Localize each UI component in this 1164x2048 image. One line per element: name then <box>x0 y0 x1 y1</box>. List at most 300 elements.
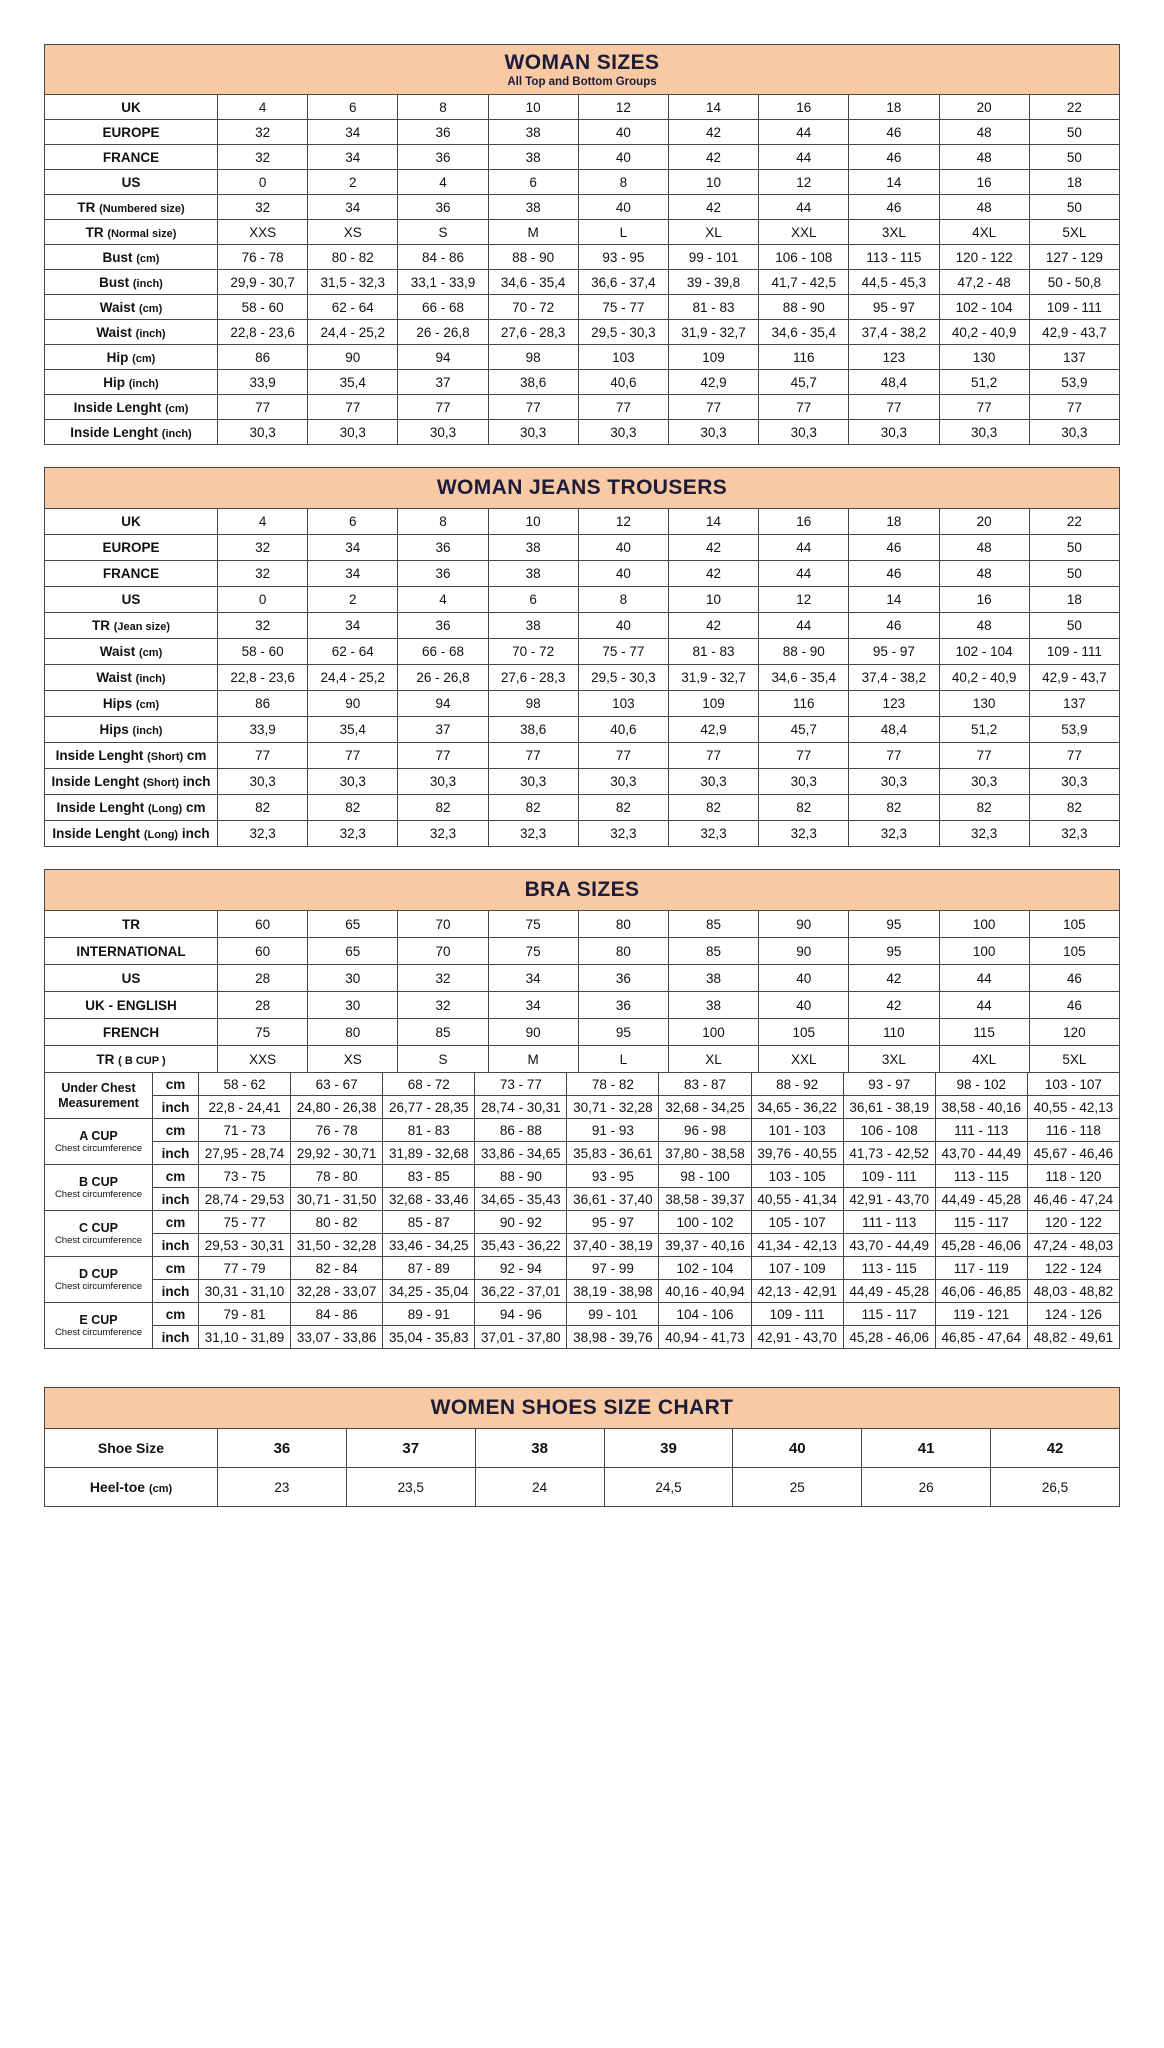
row-label: Inside Lenght (Short) inch <box>45 769 218 795</box>
cell-value: 103 - 107 <box>1027 1073 1119 1096</box>
cell-value: 40,6 <box>578 370 668 395</box>
cell-value: 48 <box>939 120 1029 145</box>
cell-value: 77 <box>398 743 488 769</box>
cell-value: 32,3 <box>1029 821 1119 847</box>
cell-value: 30,3 <box>398 769 488 795</box>
table-row <box>45 821 1120 847</box>
cell-value: 58 - 62 <box>199 1073 291 1096</box>
cell-value: 86 - 88 <box>475 1119 567 1142</box>
row-label: Inside Lenght (Short) cm <box>45 743 218 769</box>
cell-value: 38 <box>488 561 578 587</box>
cell-value: 45,28 - 46,06 <box>843 1326 935 1349</box>
cell-value: 50 - 50,8 <box>1029 270 1119 295</box>
cell-value: 33,46 - 34,25 <box>383 1234 475 1257</box>
cell-value: 82 <box>849 795 939 821</box>
cell-value: 77 <box>578 395 668 420</box>
row-label: INTERNATIONAL <box>45 938 218 965</box>
cell-value: 51,2 <box>939 370 1029 395</box>
cell-value: 48,82 - 49,61 <box>1027 1326 1119 1349</box>
cell-value: 32 <box>218 535 308 561</box>
cell-value: 2 <box>308 587 398 613</box>
cell-value: 29,5 - 30,3 <box>578 320 668 345</box>
cell-value: 48 <box>939 145 1029 170</box>
cell-value: S <box>398 220 488 245</box>
cell-value: 92 - 94 <box>475 1257 567 1280</box>
cell-value: 70 - 72 <box>488 639 578 665</box>
cell-value: 85 <box>668 938 758 965</box>
cell-value: 90 <box>759 938 849 965</box>
cell-value: 85 <box>668 911 758 938</box>
cell-value: 30,3 <box>308 420 398 445</box>
cell-value: 42,9 - 43,7 <box>1029 665 1119 691</box>
cell-value: 98 <box>488 345 578 370</box>
cell-value: 117 - 119 <box>935 1257 1027 1280</box>
cell-value: 14 <box>668 95 758 120</box>
row-label: TR (Jean size) <box>45 613 218 639</box>
cell-value: 77 <box>308 395 398 420</box>
cell-value: 43,70 - 44,49 <box>843 1234 935 1257</box>
cell-value: 40,55 - 41,34 <box>751 1188 843 1211</box>
cell-value: 32 <box>218 145 308 170</box>
cell-value: 88 - 90 <box>759 295 849 320</box>
cell-value: 27,6 - 28,3 <box>488 665 578 691</box>
cell-value: 22 <box>1029 509 1119 535</box>
cell-value: 70 <box>398 911 488 938</box>
cell-value: 6 <box>308 95 398 120</box>
cell-value: 34,6 - 35,4 <box>488 270 578 295</box>
table-row <box>45 665 1120 691</box>
cell-value: 111 - 113 <box>935 1119 1027 1142</box>
cell-value: 30,3 <box>308 769 398 795</box>
cell-value: 109 - 111 <box>1029 295 1119 320</box>
bra-sizes-rows <box>45 911 1120 1073</box>
cell-value: 33,07 - 33,86 <box>291 1326 383 1349</box>
cell-value: 77 <box>939 743 1029 769</box>
cell-value: 50 <box>1029 145 1119 170</box>
cell-value: 4 <box>398 587 488 613</box>
row-label: Heel-toe (cm) <box>45 1468 218 1507</box>
cell-value: 10 <box>488 509 578 535</box>
cell-value: 110 <box>849 1019 939 1046</box>
cell-value: 73 - 75 <box>199 1165 291 1188</box>
cell-value: 51,2 <box>939 717 1029 743</box>
cell-value: 41,34 - 42,13 <box>751 1234 843 1257</box>
cell-value: 48 <box>939 561 1029 587</box>
cell-value: 38,6 <box>488 717 578 743</box>
table-row <box>45 295 1120 320</box>
cell-value: 90 <box>488 1019 578 1046</box>
cell-value: 30 <box>308 965 398 992</box>
cell-value: 109 - 111 <box>1029 639 1119 665</box>
cell-value: 22,8 - 23,6 <box>218 320 308 345</box>
cell-value: 42 <box>668 145 758 170</box>
cell-value: 46 <box>849 195 939 220</box>
cell-value: 34,65 - 35,43 <box>475 1188 567 1211</box>
cell-value: 10 <box>668 170 758 195</box>
cell-value: 32,3 <box>759 821 849 847</box>
cell-value: 44 <box>759 613 849 639</box>
cell-value: 100 <box>939 938 1029 965</box>
cell-value: 12 <box>578 509 668 535</box>
cell-value: 137 <box>1029 691 1119 717</box>
cup-label: A CUP Chest circumference <box>45 1119 153 1165</box>
cell-value: 130 <box>939 345 1029 370</box>
cell-value: 32 <box>218 561 308 587</box>
cell-value: 40 <box>578 145 668 170</box>
cup-row <box>45 1119 1120 1142</box>
row-label: EUROPE <box>45 120 218 145</box>
shoes-section <box>44 1387 1120 1507</box>
cell-value: 36,22 - 37,01 <box>475 1280 567 1303</box>
cell-value: 39,37 - 40,16 <box>659 1234 751 1257</box>
cell-value: 42,13 - 42,91 <box>751 1280 843 1303</box>
row-label: UK - ENGLISH <box>45 992 218 1019</box>
cell-value: 40 <box>578 195 668 220</box>
cell-value: 93 - 97 <box>843 1073 935 1096</box>
bra-cups-grid <box>44 1072 1120 1349</box>
cell-value: 8 <box>398 509 488 535</box>
table-row <box>45 395 1120 420</box>
cell-value: 77 <box>308 743 398 769</box>
unit-label: inch <box>153 1188 199 1211</box>
row-label: Shoe Size <box>45 1429 218 1468</box>
cell-value: 42 <box>991 1429 1120 1468</box>
cell-value: 91 - 93 <box>567 1119 659 1142</box>
cell-value: 109 - 111 <box>843 1165 935 1188</box>
cell-value: 76 - 78 <box>291 1119 383 1142</box>
table-row <box>45 795 1120 821</box>
row-label: US <box>45 170 218 195</box>
cell-value: 5XL <box>1029 220 1119 245</box>
cell-value: 4 <box>398 170 488 195</box>
cell-value: 77 <box>849 743 939 769</box>
cell-value: 38 <box>488 535 578 561</box>
cell-value: 90 <box>308 345 398 370</box>
cell-value: 115 <box>939 1019 1029 1046</box>
cell-value: 42,9 <box>668 370 758 395</box>
cell-value: 78 - 80 <box>291 1165 383 1188</box>
cell-value: 94 <box>398 345 488 370</box>
cell-value: XS <box>308 1046 398 1073</box>
cell-value: 75 <box>488 911 578 938</box>
cell-value: 8 <box>398 95 488 120</box>
cell-value: 76 - 78 <box>218 245 308 270</box>
cell-value: 106 - 108 <box>759 245 849 270</box>
cell-value: 75 <box>488 938 578 965</box>
cell-value: 105 <box>1029 911 1119 938</box>
cell-value: 36 <box>398 535 488 561</box>
cell-value: 47,2 - 48 <box>939 270 1029 295</box>
cell-value: 95 <box>578 1019 668 1046</box>
shoes-rows <box>45 1429 1120 1507</box>
cell-value: 39 - 39,8 <box>668 270 758 295</box>
cell-value: 40 <box>759 965 849 992</box>
cell-value: 98 - 100 <box>659 1165 751 1188</box>
cell-value: 63 - 67 <box>291 1073 383 1096</box>
cell-value: 40,6 <box>578 717 668 743</box>
bra-sizes-section <box>44 869 1120 1349</box>
cell-value: 30,3 <box>218 420 308 445</box>
table-row <box>45 743 1120 769</box>
cell-value: 16 <box>759 509 849 535</box>
cell-value: 38 <box>475 1429 604 1468</box>
cell-value: 14 <box>668 509 758 535</box>
table-row <box>45 420 1120 445</box>
cell-value: 35,4 <box>308 717 398 743</box>
cell-value: 38,58 - 40,16 <box>935 1096 1027 1119</box>
cell-value: 85 - 87 <box>383 1211 475 1234</box>
row-label: EUROPE <box>45 535 218 561</box>
cell-value: 37,4 - 38,2 <box>849 665 939 691</box>
row-label: UK <box>45 509 218 535</box>
cell-value: 77 <box>939 395 1029 420</box>
cell-value: 30,3 <box>759 769 849 795</box>
cell-value: 41,73 - 42,52 <box>843 1142 935 1165</box>
cell-value: 34,25 - 35,04 <box>383 1280 475 1303</box>
cell-value: 3XL <box>849 1046 939 1073</box>
cell-value: 50 <box>1029 195 1119 220</box>
cell-value: 32 <box>218 613 308 639</box>
cell-value: 34 <box>308 535 398 561</box>
cell-value: 130 <box>939 691 1029 717</box>
cell-value: 82 <box>488 795 578 821</box>
cell-value: 31,10 - 31,89 <box>199 1326 291 1349</box>
row-label: Inside Lenght (Long) inch <box>45 821 218 847</box>
cell-value: 116 <box>759 345 849 370</box>
cell-value: 12 <box>759 170 849 195</box>
cell-value: 30,3 <box>668 769 758 795</box>
cell-value: XXL <box>759 1046 849 1073</box>
cell-value: 4XL <box>939 1046 1029 1073</box>
table-row <box>45 270 1120 295</box>
cell-value: 24,4 - 25,2 <box>308 320 398 345</box>
cell-value: 82 <box>1029 795 1119 821</box>
cell-value: 81 - 83 <box>668 639 758 665</box>
cell-value: 48,4 <box>849 717 939 743</box>
cell-value: 44 <box>759 120 849 145</box>
cell-value: 109 <box>668 345 758 370</box>
cell-value: 43,70 - 44,49 <box>935 1142 1027 1165</box>
woman-jeans-section <box>44 467 1120 847</box>
table-row <box>45 320 1120 345</box>
woman-sizes-title: WOMAN SIZES <box>504 51 660 74</box>
cell-value: 36,61 - 37,40 <box>567 1188 659 1211</box>
table-row <box>45 911 1120 938</box>
cell-value: 35,4 <box>308 370 398 395</box>
cell-value: 33,1 - 33,9 <box>398 270 488 295</box>
cell-value: 23 <box>218 1468 347 1507</box>
woman-jeans-rows <box>45 509 1120 847</box>
cell-value: 36 <box>398 145 488 170</box>
cell-value: 27,6 - 28,3 <box>488 320 578 345</box>
cell-value: 77 - 79 <box>199 1257 291 1280</box>
cell-value: 24,5 <box>604 1468 733 1507</box>
cell-value: 48 <box>939 535 1029 561</box>
cell-value: XS <box>308 220 398 245</box>
cell-value: 30,3 <box>939 769 1029 795</box>
unit-label: cm <box>153 1165 199 1188</box>
cell-value: 118 - 120 <box>1027 1165 1119 1188</box>
cell-value: 84 - 86 <box>398 245 488 270</box>
cell-value: 30,3 <box>488 420 578 445</box>
cell-value: 124 - 126 <box>1027 1303 1119 1326</box>
cell-value: 100 <box>939 911 1029 938</box>
cell-value: 30,71 - 31,50 <box>291 1188 383 1211</box>
cell-value: 53,9 <box>1029 717 1119 743</box>
cell-value: 109 <box>668 691 758 717</box>
cell-value: 107 - 109 <box>751 1257 843 1280</box>
cup-row <box>45 1257 1120 1280</box>
cell-value: 5XL <box>1029 1046 1119 1073</box>
cell-value: 47,24 - 48,03 <box>1027 1234 1119 1257</box>
cell-value: 77 <box>218 743 308 769</box>
cell-value: 34,6 - 35,4 <box>759 320 849 345</box>
cell-value: 44 <box>759 195 849 220</box>
cell-value: 30,3 <box>488 769 578 795</box>
table-row <box>45 561 1120 587</box>
row-label: Inside Lenght (cm) <box>45 395 218 420</box>
cell-value: 66 - 68 <box>398 639 488 665</box>
cell-value: 40 <box>759 992 849 1019</box>
cell-value: 34 <box>488 965 578 992</box>
cell-value: 120 - 122 <box>939 245 1029 270</box>
row-label: FRANCE <box>45 145 218 170</box>
cell-value: 33,9 <box>218 370 308 395</box>
cell-value: 82 <box>759 795 849 821</box>
cell-value: 115 - 117 <box>843 1303 935 1326</box>
cell-value: L <box>578 220 668 245</box>
cell-value: 80 <box>578 938 668 965</box>
cell-value: 28 <box>218 965 308 992</box>
cell-value: 34 <box>308 561 398 587</box>
cell-value: 103 <box>578 345 668 370</box>
cell-value: 60 <box>218 938 308 965</box>
cell-value: 38 <box>668 965 758 992</box>
row-label: TR ( B CUP ) <box>45 1046 218 1073</box>
cell-value: 83 - 87 <box>659 1073 751 1096</box>
unit-label: inch <box>153 1326 199 1349</box>
cell-value: 77 <box>488 743 578 769</box>
cell-value: 37,01 - 37,80 <box>475 1326 567 1349</box>
cup-label: Under Chest Measurement <box>45 1073 153 1119</box>
cell-value: 90 <box>308 691 398 717</box>
cell-value: 12 <box>759 587 849 613</box>
cell-value: 77 <box>759 395 849 420</box>
cell-value: 116 - 118 <box>1027 1119 1119 1142</box>
row-label: Inside Lenght (inch) <box>45 420 218 445</box>
cell-value: 42 <box>849 992 939 1019</box>
cell-value: 37 <box>398 370 488 395</box>
cell-value: 95 - 97 <box>567 1211 659 1234</box>
cell-value: 22,8 - 24,41 <box>199 1096 291 1119</box>
cell-value: 94 <box>398 691 488 717</box>
table-row <box>45 639 1120 665</box>
cell-value: 95 - 97 <box>849 295 939 320</box>
cell-value: 26 - 26,8 <box>398 665 488 691</box>
cell-value: 36 <box>398 120 488 145</box>
cell-value: 31,9 - 32,7 <box>668 320 758 345</box>
cell-value: 3XL <box>849 220 939 245</box>
cell-value: 88 - 92 <box>751 1073 843 1096</box>
cell-value: 73 - 77 <box>475 1073 567 1096</box>
cell-value: 88 - 90 <box>488 245 578 270</box>
cell-value: S <box>398 1046 488 1073</box>
table-row <box>45 769 1120 795</box>
cell-value: 81 - 83 <box>668 295 758 320</box>
cell-value: 40,2 - 40,9 <box>939 320 1029 345</box>
cell-value: 42,91 - 43,70 <box>843 1188 935 1211</box>
cell-value: XL <box>668 220 758 245</box>
cell-value: 32,68 - 34,25 <box>659 1096 751 1119</box>
cup-row <box>45 1142 1120 1165</box>
cell-value: 80 <box>308 1019 398 1046</box>
unit-label: cm <box>153 1257 199 1280</box>
row-label: FRANCE <box>45 561 218 587</box>
shoes-title: WOMEN SHOES SIZE CHART <box>430 1396 734 1419</box>
table-row <box>45 613 1120 639</box>
unit-label: inch <box>153 1234 199 1257</box>
cell-value: 32,68 - 33,46 <box>383 1188 475 1211</box>
cell-value: M <box>488 1046 578 1073</box>
cell-value: 86 <box>218 345 308 370</box>
cell-value: 105 <box>1029 938 1119 965</box>
cell-value: L <box>578 1046 668 1073</box>
cell-value: 105 - 107 <box>751 1211 843 1234</box>
cell-value: 44,49 - 45,28 <box>935 1188 1027 1211</box>
cell-value: 98 - 102 <box>935 1073 1027 1096</box>
cell-value: 137 <box>1029 345 1119 370</box>
cell-value: 44,49 - 45,28 <box>843 1280 935 1303</box>
cell-value: 127 - 129 <box>1029 245 1119 270</box>
cell-value: 37,4 - 38,2 <box>849 320 939 345</box>
cell-value: 18 <box>849 509 939 535</box>
cell-value: 46 <box>1029 965 1119 992</box>
cell-value: 36,6 - 37,4 <box>578 270 668 295</box>
cell-value: 46,06 - 46,85 <box>935 1280 1027 1303</box>
cell-value: 113 - 115 <box>849 245 939 270</box>
row-label: FRENCH <box>45 1019 218 1046</box>
cell-value: 77 <box>849 395 939 420</box>
cell-value: 82 <box>218 795 308 821</box>
cell-value: 30,31 - 31,10 <box>199 1280 291 1303</box>
cell-value: 77 <box>578 743 668 769</box>
cell-value: 65 <box>308 938 398 965</box>
row-label: Waist (inch) <box>45 665 218 691</box>
cell-value: 32,3 <box>398 821 488 847</box>
cell-value: 32,3 <box>308 821 398 847</box>
cell-value: 30,3 <box>1029 420 1119 445</box>
cell-value: 37 <box>398 717 488 743</box>
cell-value: 102 - 104 <box>659 1257 751 1280</box>
cell-value: 44 <box>759 561 849 587</box>
cell-value: 6 <box>488 170 578 195</box>
cell-value: 32,3 <box>578 821 668 847</box>
cell-value: 36 <box>398 561 488 587</box>
cell-value: 40 <box>578 535 668 561</box>
cell-value: 123 <box>849 691 939 717</box>
row-label: Hips (inch) <box>45 717 218 743</box>
cell-value: 30,3 <box>398 420 488 445</box>
cell-value: XXL <box>759 220 849 245</box>
cell-value: 75 - 77 <box>578 639 668 665</box>
cell-value: 77 <box>398 395 488 420</box>
unit-label: inch <box>153 1096 199 1119</box>
cell-value: 30,3 <box>939 420 1029 445</box>
cell-value: 30,71 - 32,28 <box>567 1096 659 1119</box>
cell-value: 102 - 104 <box>939 639 1029 665</box>
cell-value: 25 <box>733 1468 862 1507</box>
cell-value: 31,5 - 32,3 <box>308 270 398 295</box>
